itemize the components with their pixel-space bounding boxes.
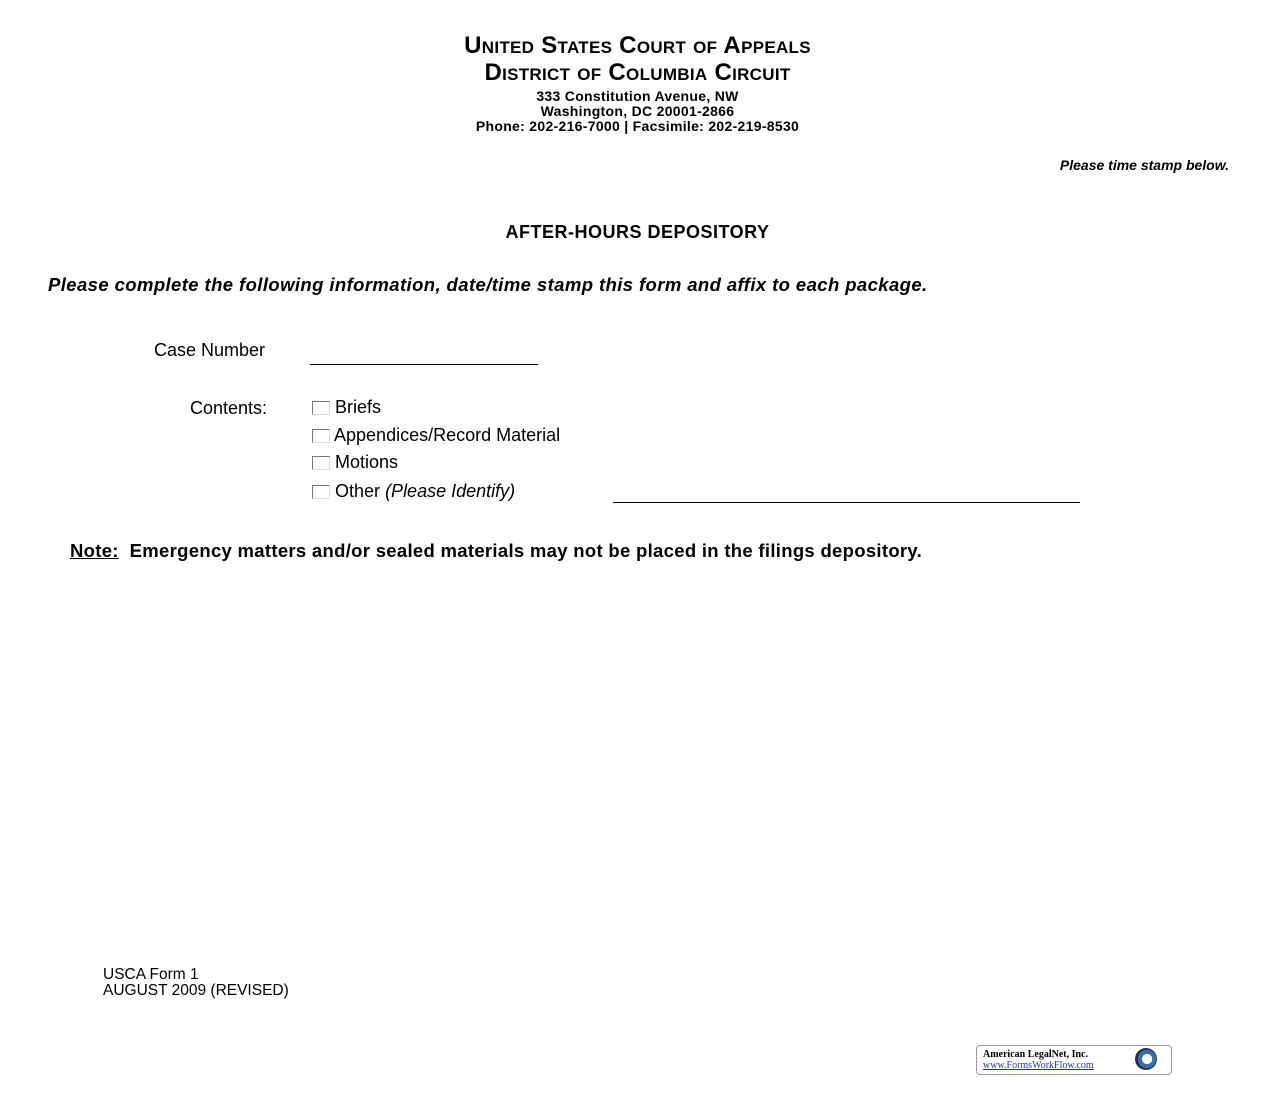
logo-company: American LegalNet, Inc.: [983, 1049, 1088, 1060]
address-line-2: Washington, DC 20001-2866: [540, 103, 735, 119]
logo-badge: [976, 1045, 1172, 1075]
contents-item-motions[interactable]: [312, 452, 398, 473]
address-line-1: 333 Constitution Avenue, NW: [536, 88, 739, 104]
note: [70, 540, 922, 562]
appendices-checkbox[interactable]: [312, 429, 330, 443]
globe-icon: [1135, 1048, 1157, 1070]
instruction: Please complete the following information, date/time stamp this form and affix to each package.: [48, 274, 928, 295]
motions-checkbox[interactable]: [312, 456, 330, 470]
contents-item-briefs[interactable]: [312, 397, 381, 418]
other-checkbox[interactable]: [312, 485, 330, 499]
briefs-label: Briefs: [335, 397, 382, 417]
other-label: Other: [335, 481, 381, 501]
court-name: United States Court of Appeals: [464, 32, 811, 59]
appendices-label: Appendices/Record Material: [334, 425, 561, 445]
motions-label: Motions: [335, 452, 399, 472]
logo-url[interactable]: www.FormsWorkFlow.com: [983, 1060, 1094, 1071]
note-text: Emergency matters and/or sealed materials may not be placed in the filings depository.: [129, 540, 923, 561]
contents-label: Contents:: [190, 398, 268, 418]
contents-item-appendices[interactable]: [312, 425, 560, 446]
note-label: Note:: [70, 540, 119, 561]
form-revision: AUGUST 2009 (REVISED): [103, 982, 289, 999]
briefs-checkbox[interactable]: [312, 401, 330, 415]
contents-item-other[interactable]: [312, 481, 515, 502]
time-stamp-note: Please time stamp below.: [1059, 157, 1229, 173]
case-number-label: Case Number: [154, 340, 266, 360]
other-identify-field[interactable]: [613, 482, 1080, 503]
phone-fax: Phone: 202-216-7000 | Facsimile: 202-219-8530: [475, 118, 800, 134]
other-hint: (Please Identify): [385, 481, 516, 501]
form-number: USCA Form 1: [103, 966, 199, 983]
case-number-field[interactable]: [310, 344, 538, 365]
circuit-name: District of Columbia Circuit: [484, 59, 791, 86]
form-title: AFTER-HOURS DEPOSITORY: [505, 222, 770, 242]
